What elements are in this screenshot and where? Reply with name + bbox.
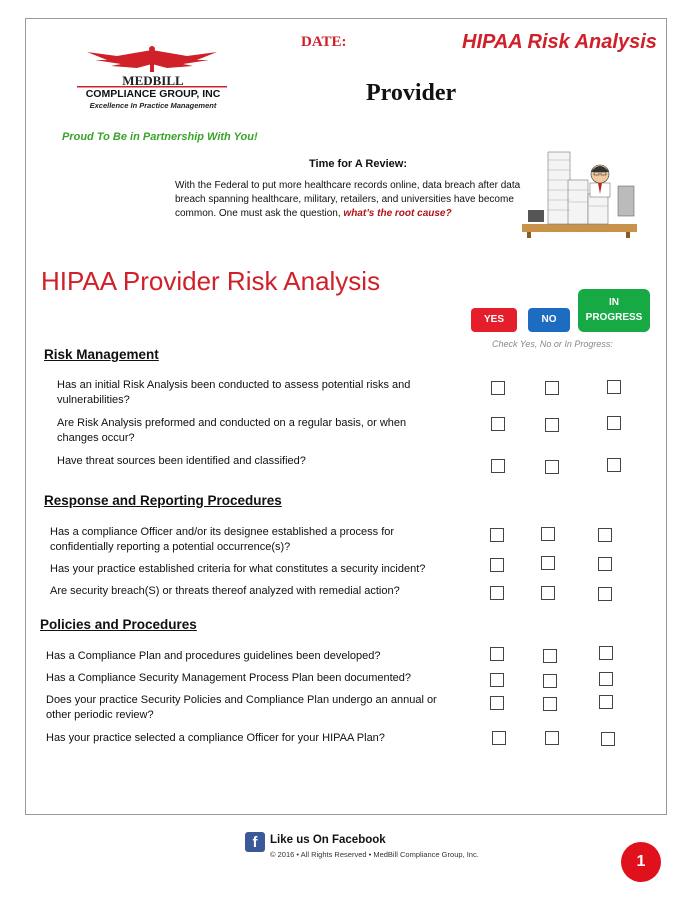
- in-progress-checkbox[interactable]: [598, 557, 612, 571]
- in-progress-checkbox[interactable]: [607, 458, 621, 472]
- question-text: Are Risk Analysis preformed and conducted on a regular basis, or when changes occur?: [57, 417, 407, 444]
- check-instruction: Check Yes, No or In Progress:: [492, 339, 613, 349]
- in-progress-checkbox[interactable]: [598, 528, 612, 542]
- yes-checkbox[interactable]: [490, 647, 504, 661]
- logo-name: MEDBILL: [122, 73, 184, 88]
- question-text: Has your practice selected a compliance Officer for your HIPAA Plan?: [46, 732, 385, 744]
- yes-checkbox[interactable]: [491, 459, 505, 473]
- question-text: Does your practice Security Policies and Compliance Plan undergo an annual or other periodic review?: [46, 694, 437, 721]
- section-title: Risk Management: [44, 347, 159, 362]
- in-progress-line2: PROGRESS: [585, 312, 643, 323]
- no-checkbox[interactable]: [545, 460, 559, 474]
- facebook-icon[interactable]: f: [245, 832, 265, 852]
- no-checkbox[interactable]: [543, 697, 557, 711]
- in-progress-checkbox[interactable]: [598, 587, 612, 601]
- in-progress-checkbox[interactable]: [607, 416, 621, 430]
- question-text: Are security breach(S) or threats thereof analyzed with remedial action?: [50, 585, 400, 597]
- yes-checkbox[interactable]: [490, 586, 504, 600]
- yes-checkbox[interactable]: [492, 731, 506, 745]
- logo-company: COMPLIANCE GROUP, INC: [85, 88, 221, 100]
- no-checkbox[interactable]: [543, 649, 557, 663]
- page-number-badge: 1: [621, 842, 661, 882]
- main-title: HIPAA Provider Risk Analysis: [41, 266, 381, 296]
- yes-checkbox[interactable]: [491, 417, 505, 431]
- no-checkbox[interactable]: [541, 556, 555, 570]
- no-checkbox[interactable]: [541, 586, 555, 600]
- no-label-button: NO: [528, 308, 570, 332]
- section-title: Policies and Procedures: [40, 617, 197, 632]
- page-title: HIPAA Risk Analysis: [462, 31, 657, 53]
- in-progress-label-button: [578, 289, 650, 332]
- question-text: Has a Compliance Plan and procedures guidelines been developed?: [46, 650, 381, 662]
- yes-checkbox[interactable]: [490, 673, 504, 687]
- date-label: DATE:: [301, 34, 347, 50]
- review-heading: Time for A Review:: [309, 158, 408, 170]
- yes-checkbox[interactable]: [490, 528, 504, 542]
- no-checkbox[interactable]: [545, 418, 559, 432]
- in-progress-checkbox[interactable]: [607, 380, 621, 394]
- no-checkbox[interactable]: [545, 731, 559, 745]
- question-text: Have threat sources been identified and classified?: [57, 455, 306, 467]
- in-progress-checkbox[interactable]: [599, 646, 613, 660]
- in-progress-line1: IN: [609, 297, 619, 308]
- yes-checkbox[interactable]: [490, 558, 504, 572]
- question-text: Has a compliance Officer and/or its designee established a process for confidentially reporting a potential occurrence(s)?: [50, 526, 395, 553]
- section-title: Response and Reporting Procedures: [44, 493, 282, 508]
- question-text: Has an initial Risk Analysis been conducted to assess potential risks and vulnerabilities?: [57, 379, 411, 406]
- yes-checkbox[interactable]: [491, 381, 505, 395]
- in-progress-checkbox[interactable]: [601, 732, 615, 746]
- office-worker-illustration: [522, 150, 637, 238]
- yes-label-button: YES: [471, 308, 517, 332]
- yes-checkbox[interactable]: [490, 696, 504, 710]
- partner-tagline: Proud To Be in Partnership With You!: [62, 131, 258, 143]
- in-progress-checkbox[interactable]: [599, 695, 613, 709]
- provider-label: Provider: [366, 80, 457, 106]
- no-checkbox[interactable]: [543, 674, 557, 688]
- logo-tagline: Excellence In Practice Management: [89, 101, 217, 110]
- question-text: Has a Compliance Security Management Process Plan been documented?: [46, 672, 412, 684]
- in-progress-checkbox[interactable]: [599, 672, 613, 686]
- review-emphasis: what’s the root cause?: [343, 208, 452, 219]
- copyright-text: © 2016 • All Rights Reserved • MedBill Compliance Group, Inc.: [270, 850, 479, 859]
- facebook-link[interactable]: Like us On Facebook: [270, 834, 386, 846]
- review-text: [175, 179, 525, 221]
- no-checkbox[interactable]: [545, 381, 559, 395]
- question-text: Has your practice established criteria for what constitutes a security incident?: [50, 563, 426, 575]
- review-body: With the Federal to put more healthcare records online, data breach after data breach spanning healthcare, military, retailers, and universities have become common. One must ask the question,: [175, 180, 521, 219]
- no-checkbox[interactable]: [541, 527, 555, 541]
